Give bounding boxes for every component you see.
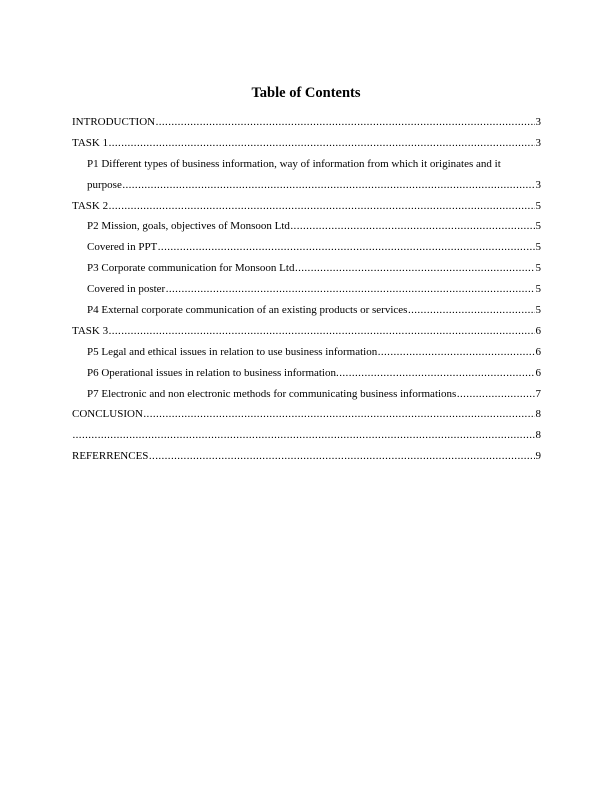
dot-leader <box>290 216 535 237</box>
dot-leader <box>158 237 535 258</box>
toc-entry-label: P2 Mission, goals, objectives of Monsoon Ltd <box>87 220 290 233</box>
toc-entry-p6[interactable] <box>72 363 541 384</box>
toc-page-number: 5 <box>535 262 541 275</box>
toc-entry-covered-ppt[interactable] <box>72 237 541 258</box>
toc-page-number: 5 <box>535 220 541 233</box>
toc-entry-covered-poster[interactable] <box>72 279 541 300</box>
dot-leader <box>122 175 535 196</box>
table-of-contents <box>72 112 541 467</box>
toc-entry-task-2[interactable] <box>72 196 541 217</box>
dot-leader <box>166 279 535 300</box>
dot-leader <box>73 425 536 446</box>
toc-entry-p4[interactable] <box>72 300 541 321</box>
toc-entry-label: INTRODUCTION <box>72 116 156 128</box>
toc-entry-p5[interactable] <box>72 342 541 363</box>
toc-page-number: 6 <box>535 366 541 379</box>
toc-entry-blank[interactable] <box>72 425 541 446</box>
toc-entry-label: Covered in PPT <box>87 241 158 254</box>
toc-page-number: 3 <box>535 136 541 149</box>
toc-entry-label: TASK 2 <box>72 199 109 212</box>
toc-entry-label: TASK 1 <box>72 136 109 149</box>
toc-page-number: 3 <box>535 178 541 191</box>
toc-entry-label: CONCLUSION <box>72 408 143 421</box>
toc-page-number: 8 <box>535 408 541 421</box>
dot-leader <box>109 133 535 154</box>
toc-entry-label: P3 Corporate communication for Monsoon Ltd <box>87 262 295 275</box>
toc-page-number: 6 <box>535 345 541 358</box>
dot-leader <box>457 384 535 405</box>
toc-entry-label: purpose <box>87 178 122 191</box>
toc-page-number: 5 <box>535 304 541 317</box>
toc-entry-label: P7 Electronic and non electronic methods for communicating business informations <box>87 387 457 400</box>
toc-entry-references[interactable] <box>72 446 541 467</box>
toc-page-number: 9 <box>535 450 541 463</box>
toc-entry-task-3[interactable] <box>72 321 541 342</box>
toc-page-number: 5 <box>535 283 541 296</box>
toc-page-number: 5 <box>535 241 541 254</box>
toc-entry-label: TASK 3 <box>72 324 109 337</box>
toc-page-number: 6 <box>535 324 541 337</box>
toc-entry-p7[interactable] <box>72 384 541 405</box>
toc-page-number: 7 <box>535 387 541 400</box>
toc-entry-introduction[interactable] <box>72 112 541 133</box>
toc-page-number: 3 <box>535 116 541 128</box>
dot-leader <box>109 321 535 342</box>
toc-entry-label: P6 Operational issues in relation to business information. <box>87 366 339 379</box>
toc-title: Table of Contents <box>251 85 361 101</box>
dot-leader <box>408 300 535 321</box>
dot-leader <box>143 404 535 425</box>
toc-entry-p1[interactable] <box>72 154 541 196</box>
toc-page-number: 5 <box>535 199 541 212</box>
toc-page-number: 8 <box>535 429 541 442</box>
toc-entry-task-1[interactable] <box>72 133 541 154</box>
dot-leader <box>156 112 535 133</box>
toc-entry-p2[interactable] <box>72 216 541 237</box>
dot-leader <box>295 258 535 279</box>
dot-leader <box>339 363 535 384</box>
toc-entry-label-line1: P1 Different types of business information, way of information from which it originates and it <box>87 157 501 170</box>
toc-entry-label: P5 Legal and ethical issues in relation to use business information <box>87 345 378 358</box>
toc-entry-label: REFERRENCES <box>72 450 149 463</box>
toc-entry-label: P4 External corporate communication of an existing products or services <box>87 304 408 317</box>
toc-entry-label: Covered in poster <box>87 283 166 296</box>
toc-entry-p3[interactable] <box>72 258 541 279</box>
toc-entry-conclusion[interactable] <box>72 404 541 425</box>
dot-leader <box>378 342 535 363</box>
dot-leader <box>109 196 535 217</box>
dot-leader <box>149 446 535 467</box>
